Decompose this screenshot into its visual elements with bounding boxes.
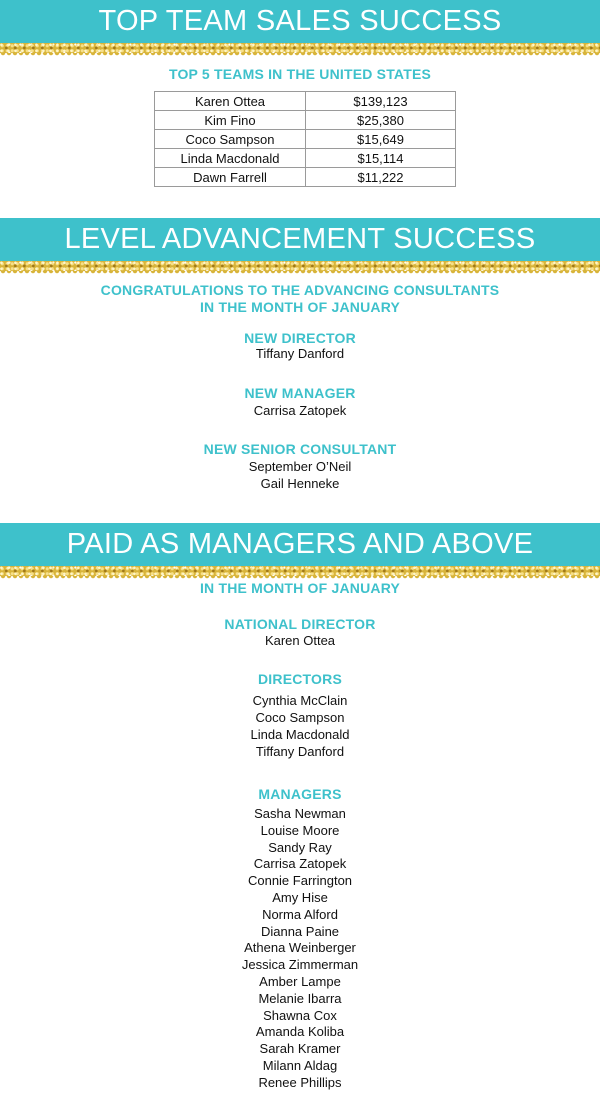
list-item: Sandy Ray xyxy=(268,840,332,855)
table-row xyxy=(155,168,456,187)
gold-glitter-divider xyxy=(0,566,600,576)
table-row xyxy=(155,111,456,130)
paid-intro: IN THE MONTH OF JANUARY xyxy=(199,580,401,596)
list-item: Milann Aldag xyxy=(262,1058,338,1073)
gold-glitter-divider xyxy=(0,261,600,271)
managers-heading: MANAGERS xyxy=(258,786,342,802)
list-item: Sarah Kramer xyxy=(259,1041,341,1056)
list-item: Louise Moore xyxy=(260,823,340,838)
list-item: Athena Weinberger xyxy=(244,940,356,955)
team-name-cell: Karen Ottea xyxy=(155,92,306,111)
list-item: Cynthia McClain xyxy=(252,693,348,708)
new-director-heading: NEW DIRECTOR xyxy=(244,330,356,346)
team-sales-cell: $15,649 xyxy=(306,130,456,149)
list-item: Amy Hise xyxy=(272,890,328,905)
advancement-intro-line1: CONGRATULATIONS TO THE ADVANCING CONSULTANTS xyxy=(100,282,500,298)
list-item: Tiffany Danford xyxy=(255,744,345,759)
list-item: Melanie Ibarra xyxy=(258,991,342,1006)
list-item: Coco Sampson xyxy=(255,710,345,725)
list-item: Norma Alford xyxy=(262,907,338,922)
team-name-cell: Dawn Farrell xyxy=(155,168,306,187)
list-item: Sasha Newman xyxy=(254,806,346,821)
table-row xyxy=(155,149,456,168)
section-banner-top-team-sales: TOP TEAM SALES SUCCESS xyxy=(0,0,600,43)
new-senior-consultant-heading: NEW SENIOR CONSULTANT xyxy=(203,441,397,457)
table-row xyxy=(155,92,456,111)
team-sales-cell: $25,380 xyxy=(306,111,456,130)
team-name-cell: Linda Macdonald xyxy=(155,149,306,168)
team-sales-cell: $11,222 xyxy=(306,168,456,187)
section-banner-paid-as-managers: PAID AS MANAGERS AND ABOVE xyxy=(0,523,600,566)
list-item: Connie Farrington xyxy=(247,873,353,888)
list-item: Dianna Paine xyxy=(260,924,340,939)
gold-glitter-edge xyxy=(0,53,600,57)
national-director-heading: NATIONAL DIRECTOR xyxy=(224,616,376,632)
list-item: Amanda Koliba xyxy=(255,1024,345,1039)
new-manager-heading: NEW MANAGER xyxy=(244,385,356,401)
list-item: September O’Neil xyxy=(248,459,352,474)
gold-glitter-divider xyxy=(0,43,600,53)
list-item: Carrisa Zatopek xyxy=(253,403,347,418)
list-item: Renee Phillips xyxy=(258,1075,342,1090)
list-item: Linda Macdonald xyxy=(250,727,350,742)
advancement-intro-line2: IN THE MONTH OF JANUARY xyxy=(199,299,401,315)
list-item: Carrisa Zatopek xyxy=(253,856,347,871)
team-name-cell: Kim Fino xyxy=(155,111,306,130)
list-item: Jessica Zimmerman xyxy=(241,957,359,972)
team-sales-cell: $139,123 xyxy=(306,92,456,111)
top-teams-subtitle: TOP 5 TEAMS IN THE UNITED STATES xyxy=(168,66,432,82)
list-item: Gail Henneke xyxy=(260,476,340,491)
top-teams-table xyxy=(154,91,456,187)
list-item: Karen Ottea xyxy=(264,633,336,648)
list-item: Shawna Cox xyxy=(263,1008,337,1023)
directors-heading: DIRECTORS xyxy=(258,671,342,687)
section-banner-level-advancement: LEVEL ADVANCEMENT SUCCESS xyxy=(0,218,600,261)
gold-glitter-edge xyxy=(0,271,600,275)
team-name-cell: Coco Sampson xyxy=(155,130,306,149)
list-item: Tiffany Danford xyxy=(255,346,345,361)
team-sales-cell: $15,114 xyxy=(306,149,456,168)
list-item: Amber Lampe xyxy=(259,974,341,989)
table-row xyxy=(155,130,456,149)
